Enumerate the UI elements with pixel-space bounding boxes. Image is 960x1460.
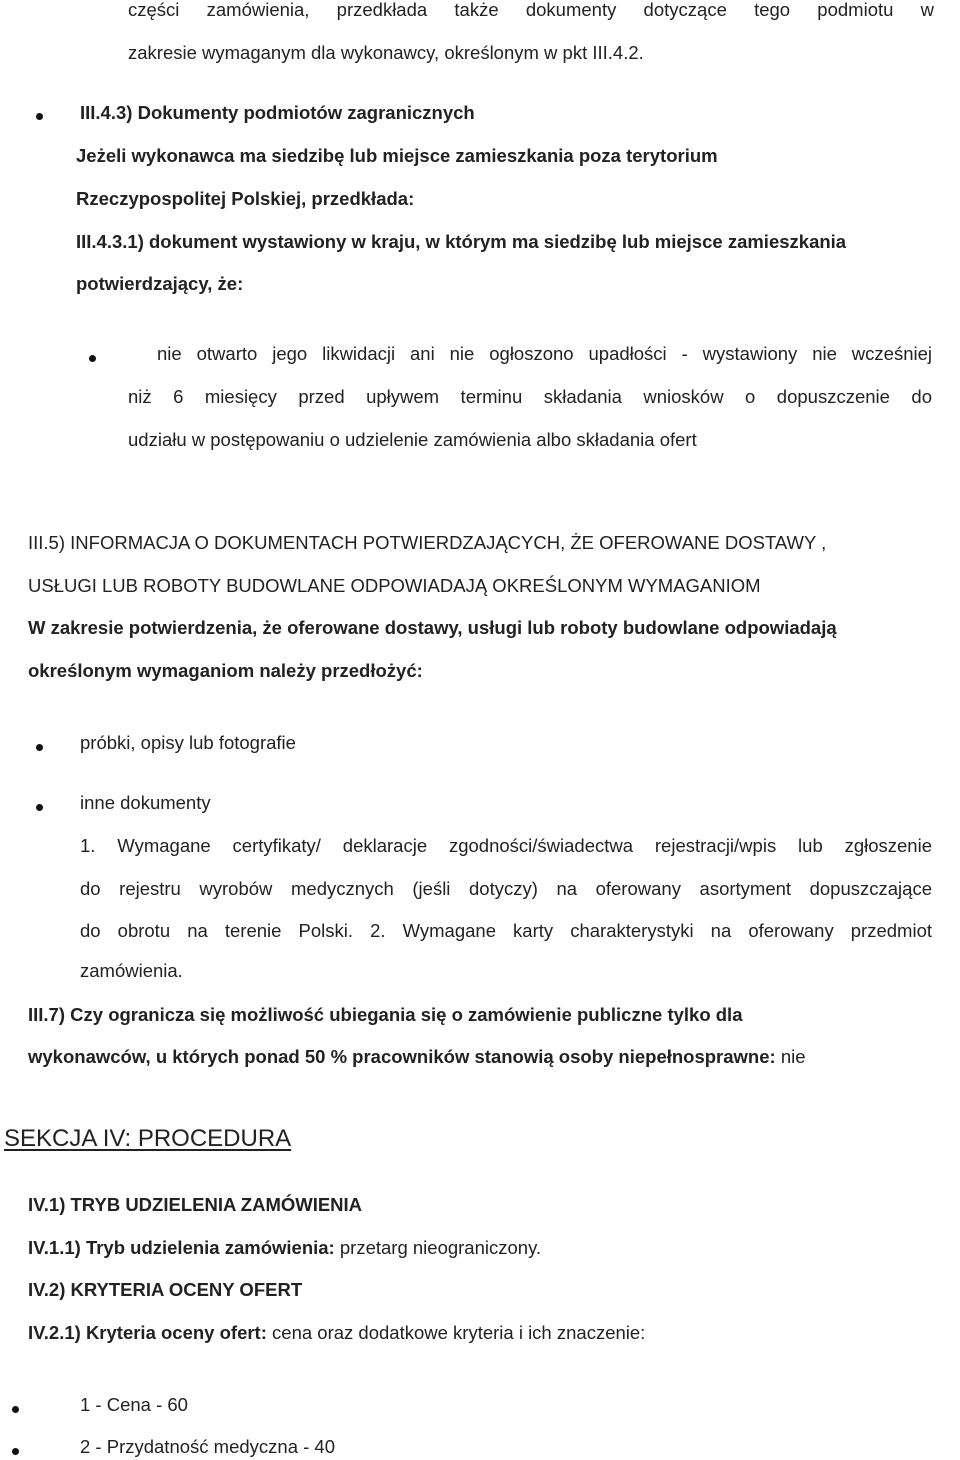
- paragraph-line: zakresie wymaganym dla wykonawcy, określonym w pkt III.4.2.: [128, 42, 644, 63]
- list-item-continuation: udziału w postępowaniu o udzielenie zamówienia albo składania ofert: [128, 429, 697, 450]
- question-text: wykonawców, u których ponad 50 % pracowników stanowią osoby niepełnosprawne:: [28, 1046, 776, 1067]
- field-label: IV.1.1) Tryb udzielenia zamówienia:: [28, 1237, 335, 1258]
- answer-text: nie: [775, 1046, 806, 1067]
- paragraph-line: 1. Wymagane certyfikaty/ deklaracje zgodności/świadectwa rejestracji/wpis lub zgłoszenie: [80, 835, 932, 856]
- bullet-icon: [36, 113, 43, 120]
- section-heading: III.4.3) Dokumenty podmiotów zagranicznych: [80, 102, 475, 123]
- bullet-icon: [36, 804, 43, 811]
- paragraph-line: potwierdzający, że:: [76, 273, 244, 294]
- list-item: próbki, opisy lub fotografie: [80, 732, 296, 753]
- paragraph-line: części zamówienia, przedkłada także dokumenty dotyczące tego podmiotu w: [128, 0, 934, 20]
- paragraph-line: określonym wymaganiom należy przedłożyć:: [28, 660, 423, 681]
- list-item: nie otwarto jego likwidacji ani nie ogłoszono upadłości - wystawiony nie wcześniej: [157, 343, 932, 364]
- section-title: SEKCJA IV: PROCEDURA: [4, 1125, 292, 1152]
- subsection-heading: III.4.3.1) dokument wystawiony w kraju, w którym ma siedzibę lub miejsce zamieszkania: [76, 231, 847, 252]
- paragraph-line: zamówienia.: [80, 960, 183, 981]
- paragraph-line: [28, 1045, 806, 1069]
- paragraph-line: Rzeczypospolitej Polskiej, przedkłada:: [76, 188, 415, 209]
- paragraph-line: W zakresie potwierdzenia, że oferowane dostawy, usługi lub roboty budowlane odpowiadają: [28, 617, 837, 638]
- criteria-item: 2 - Przydatność medyczna - 40: [80, 1436, 335, 1457]
- bullet-icon: [12, 1448, 19, 1455]
- section-heading: IV.1) TRYB UDZIELENIA ZAMÓWIENIA: [28, 1194, 363, 1215]
- bullet-icon: [12, 1406, 19, 1413]
- section-heading: IV.2) KRYTERIA OCENY OFERT: [28, 1279, 303, 1300]
- criteria-item: 1 - Cena - 60: [80, 1394, 188, 1415]
- section-heading: III.5) INFORMACJA O DOKUMENTACH POTWIERDZAJĄCYCH, ŻE OFEROWANE DOSTAWY ,: [28, 532, 827, 553]
- field-label: IV.2.1) Kryteria oceny ofert:: [28, 1322, 267, 1343]
- paragraph-line: [28, 1236, 541, 1260]
- list-item-continuation: niż 6 miesięcy przed upływem terminu składania wniosków o dopuszczenie do: [128, 386, 932, 407]
- section-heading-continuation: USŁUGI LUB ROBOTY BUDOWLANE ODPOWIADAJĄ OKREŚLONYM WYMAGANIOM: [28, 575, 761, 596]
- field-value: cena oraz dodatkowe kryteria i ich znaczenie:: [266, 1322, 646, 1343]
- paragraph-line: Jeżeli wykonawca ma siedzibę lub miejsce zamieszkania poza terytorium: [76, 145, 718, 166]
- bullet-icon: [89, 355, 96, 362]
- paragraph-line: do rejestru wyrobów medycznych (jeśli dotyczy) na oferowany asortyment dopuszczające: [80, 878, 932, 899]
- bullet-icon: [36, 744, 43, 751]
- paragraph-line: do obrotu na terenie Polski. 2. Wymagane karty charakterystyki na oferowany przedmiot: [80, 920, 932, 941]
- paragraph-line: [28, 1321, 645, 1345]
- section-heading: III.7) Czy ogranicza się możliwość ubiegania się o zamówienie publiczne tylko dla: [28, 1004, 743, 1025]
- list-item: inne dokumenty: [80, 792, 211, 813]
- field-value: przetarg nieograniczony.: [334, 1237, 542, 1258]
